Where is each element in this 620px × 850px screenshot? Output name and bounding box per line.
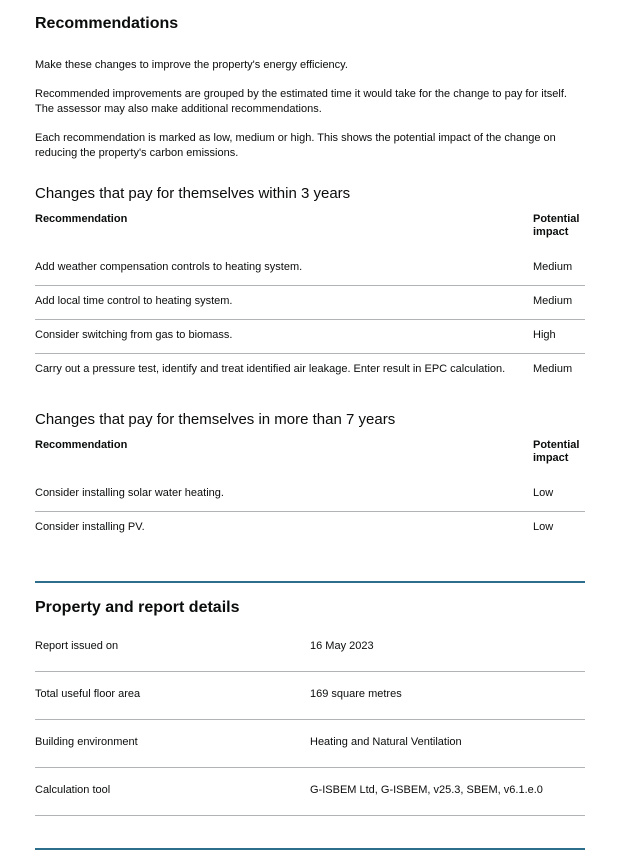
table-row — [35, 512, 585, 546]
section-heading-3-years: Changes that pay for themselves within 3 years — [35, 185, 351, 202]
detail-row — [35, 720, 585, 768]
detail-label: Calculation tool — [35, 768, 310, 816]
intro-paragraph-1: Make these changes to improve the property's energy efficiency. — [35, 59, 348, 71]
table-row — [35, 286, 585, 320]
recommendation-cell: Carry out a pressure test, identify and treat identified air leakage. Enter result in EPC calculation. — [35, 363, 506, 375]
detail-label: Total useful floor area — [35, 672, 310, 720]
recommendation-cell: Add local time control to heating system. — [35, 286, 533, 320]
table-row — [35, 252, 585, 286]
recommendation-cell: Consider installing solar water heating. — [35, 478, 533, 512]
detail-label: Building environment — [35, 720, 310, 768]
impact-cell: Low — [533, 478, 585, 512]
property-details-heading: Property and report details — [35, 599, 240, 616]
detail-row — [35, 624, 585, 672]
impact-cell: High — [533, 320, 585, 354]
detail-value: G-ISBEM Ltd, G-ISBEM, v25.3, SBEM, v6.1.e.0 — [310, 768, 585, 816]
section-divider — [35, 581, 585, 583]
payback-section-7-years — [35, 411, 585, 545]
table-header-row — [35, 213, 585, 252]
recommendations-table-7-years — [35, 439, 585, 545]
detail-row — [35, 768, 585, 816]
detail-label: Report issued on — [35, 624, 310, 672]
impact-cell: Medium — [533, 252, 585, 286]
impact-cell: Low — [533, 521, 554, 533]
table-header-row — [35, 439, 585, 478]
section-heading-7-years: Changes that pay for themselves in more than 7 years — [35, 411, 396, 428]
column-header-recommendation: Recommendation — [35, 439, 128, 451]
recommendation-cell: Consider switching from gas to biomass. — [35, 320, 533, 354]
column-header-potential-impact: Potential impact — [533, 439, 580, 464]
impact-cell: Medium — [533, 286, 585, 320]
recommendation-cell: Consider installing PV. — [35, 521, 145, 533]
detail-row — [35, 672, 585, 720]
payback-section-3-years — [35, 185, 585, 387]
recommendations-table-3-years — [35, 213, 585, 387]
detail-value: Heating and Natural Ventilation — [310, 720, 585, 768]
intro-paragraph-2: Recommended improvements are grouped by the estimated time it would take for the change to pay for itself. The assessor may also make additional recommendations. — [35, 88, 567, 115]
page-title: Recommendations — [35, 15, 179, 32]
impact-cell: Medium — [533, 363, 573, 375]
table-row — [35, 354, 585, 388]
property-details-section — [35, 599, 585, 816]
detail-value: 16 May 2023 — [310, 624, 585, 672]
table-row — [35, 478, 585, 512]
column-header-recommendation: Recommendation — [35, 213, 128, 225]
property-details-table — [35, 624, 585, 816]
detail-value: 169 square metres — [310, 672, 585, 720]
recommendation-cell: Add weather compensation controls to heating system. — [35, 252, 533, 286]
column-header-potential-impact: Potential impact — [533, 213, 580, 238]
intro-paragraph-3: Each recommendation is marked as low, medium or high. This shows the potential impact of the change on reducing the property's carbon emissions. — [35, 132, 556, 159]
table-row — [35, 320, 585, 354]
